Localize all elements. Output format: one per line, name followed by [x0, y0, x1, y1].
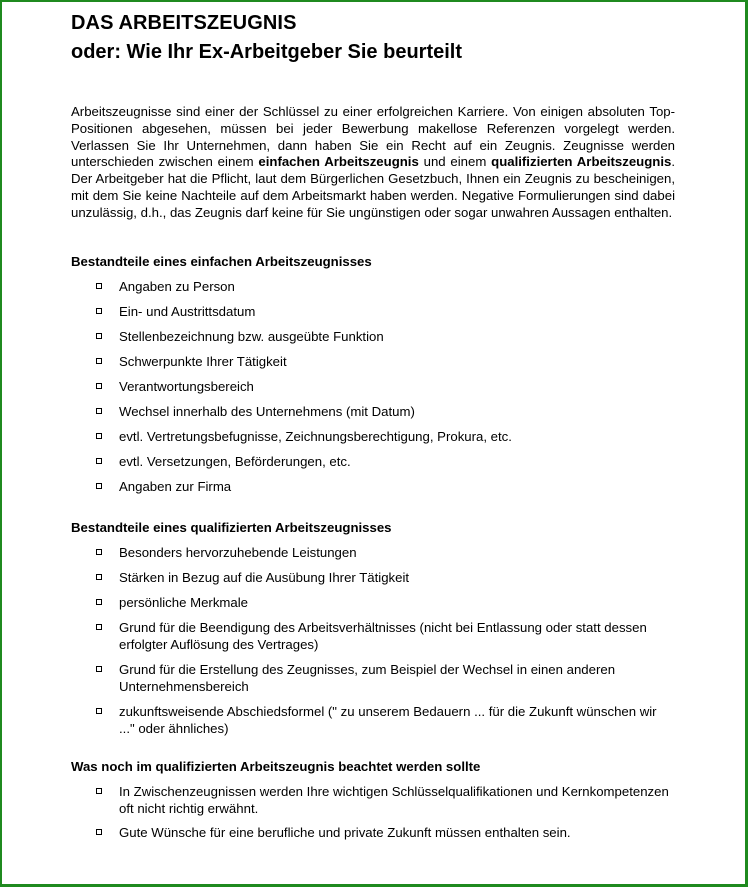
list-item [71, 661, 675, 695]
bullet-icon [96, 333, 102, 339]
list-item [71, 824, 675, 841]
list-item-text: In Zwischenzeugnissen werden Ihre wichtigen Schlüsselqualifikationen und Kernkompetenzen oft nicht richtig erwähnt. [119, 783, 669, 816]
bullet-icon [96, 666, 102, 672]
section-heading-qualifiziert: Bestandteile eines qualifizierten Arbeitszeugnisses [71, 519, 392, 535]
list-item-text: Angaben zur Firma [119, 478, 232, 494]
bullet-icon [96, 483, 102, 489]
bullet-icon [96, 549, 102, 555]
list-item [71, 703, 675, 737]
intro-text-3: . Der Arbeitgeber hat die Pflicht, laut dem Bürgerlichen Gesetzbuch, Ihnen ein Zeugnis zu bescheinigen, mit dem Sie keine Nachteile auf dem Arbeitsmarkt haben werden. Negative Formulierungen sind dabei unzulässig, d.h., das Zeugnis darf keine für Sie ungünstigen oder sogar unwahren Aussagen enthalten. [71, 154, 675, 220]
intro-bold-qualifiziert: qualifizierten Arbeitszeugnis [491, 154, 672, 170]
list-item [71, 303, 675, 320]
bullet-icon [96, 383, 102, 389]
section-heading-beachten: Was noch im qualifizierten Arbeitszeugnis beachtet werden sollte [71, 758, 481, 774]
list-beachten [71, 783, 675, 841]
bullet-icon [96, 829, 102, 835]
page-subtitle: oder: Wie Ihr Ex-Arbeitgeber Sie beurteilt [71, 41, 463, 63]
list-item [71, 428, 675, 445]
list-item-text: Grund für die Erstellung des Zeugnisses, zum Beispiel der Wechsel in einen anderen Unternehmensbereich [119, 661, 616, 694]
bullet-icon [96, 624, 102, 630]
list-item [71, 594, 675, 611]
bullet-icon [96, 358, 102, 364]
list-item [71, 478, 675, 495]
list-einfach [71, 278, 675, 495]
list-item-text: Stellenbezeichnung bzw. ausgeübte Funktion [119, 328, 384, 344]
list-item [71, 328, 675, 345]
list-item [71, 278, 675, 295]
intro-paragraph [71, 104, 675, 222]
list-item [71, 378, 675, 395]
intro-bold-einfach: einfachen Arbeitszeugnis [258, 154, 419, 170]
bullet-icon [96, 433, 102, 439]
bullet-icon [96, 788, 102, 794]
list-item-text: Schwerpunkte Ihrer Tätigkeit [119, 353, 287, 369]
list-item-text: Grund für die Beendigung des Arbeitsverhältnisses (nicht bei Entlassung oder statt dessen erfolgter Auflösung des Vertrages) [119, 619, 647, 652]
list-item [71, 403, 675, 420]
page-title: DAS ARBEITSZEUGNIS [71, 12, 297, 34]
list-item-text: evtl. Vertretungsbefugnisse, Zeichnungsberechtigung, Prokura, etc. [119, 428, 512, 444]
list-item-text: Wechsel innerhalb des Unternehmens (mit Datum) [119, 403, 415, 419]
document-body [71, 10, 675, 841]
bullet-icon [96, 408, 102, 414]
bullet-icon [96, 708, 102, 714]
list-item-text: persönliche Merkmale [119, 594, 248, 610]
bullet-icon [96, 458, 102, 464]
list-item [71, 544, 675, 561]
intro-text-2: und einem [418, 154, 492, 170]
section-heading-einfach: Bestandteile eines einfachen Arbeitszeugnisses [71, 253, 372, 269]
list-item-text: evtl. Versetzungen, Beförderungen, etc. [119, 453, 351, 469]
list-item [71, 619, 675, 653]
list-item-text: Gute Wünsche für eine berufliche und private Zukunft müssen enthalten sein. [119, 824, 571, 840]
list-item-text: Besonders hervorzuhebende Leistungen [119, 544, 357, 560]
bullet-icon [96, 574, 102, 580]
bullet-icon [96, 599, 102, 605]
list-item [71, 453, 675, 470]
list-item-text: Ein- und Austrittsdatum [119, 303, 256, 319]
list-item [71, 569, 675, 586]
list-qualifiziert [71, 544, 675, 737]
list-item-text: zukunftsweisende Abschiedsformel (" zu unserem Bedauern ... für die Zukunft wünschen wir ..." oder ähnliches) [119, 703, 657, 736]
list-item-text: Stärken in Bezug auf die Ausübung Ihrer Tätigkeit [119, 569, 410, 585]
list-item [71, 353, 675, 370]
list-item-text: Verantwortungsbereich [119, 378, 254, 394]
bullet-icon [96, 283, 102, 289]
list-item-text: Angaben zu Person [119, 278, 235, 294]
bullet-icon [96, 308, 102, 314]
intro-text-1: Arbeitszeugnisse sind einer der Schlüssel zu einer erfolgreichen Karriere. Von einigen absoluten Top-Positionen abgesehen, müssen bei jeder Bewerbung makellose Referenzen vorgelegt werden. Verlassen Sie Ihr Unternehmen, dann haben Sie ein Recht auf ein Zeugnis. Zeugnisse werden unterschieden zwischen einem [71, 104, 675, 170]
list-item [71, 783, 675, 817]
